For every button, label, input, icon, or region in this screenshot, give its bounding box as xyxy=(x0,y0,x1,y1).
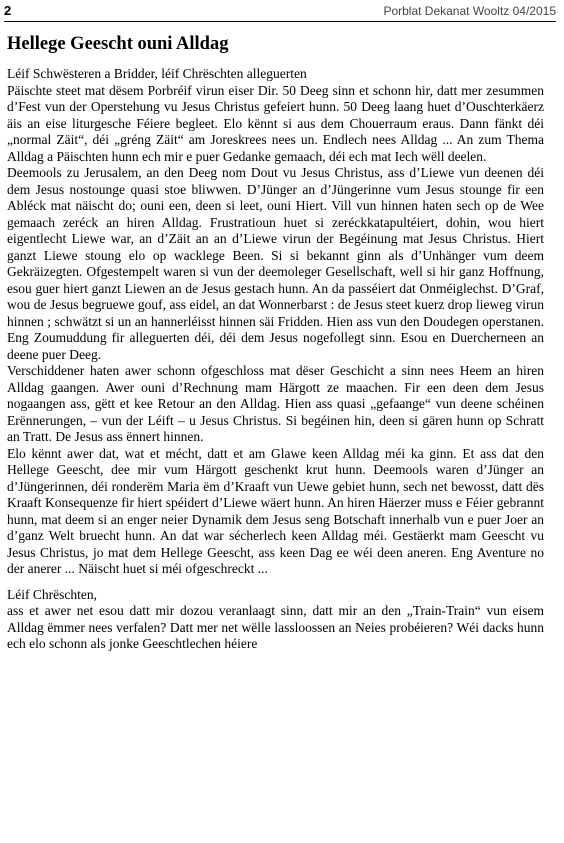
running-head: Porblat Dekanat Wooltz 04/2015 xyxy=(383,4,556,18)
closing-paragraph: ass et awer net esou datt mir dozou veranlaagt sinn, datt mir an den „Train-Train“ vun eisem Alldag ëmmer nees verfalen? Datt mer net wëlle lassloossen an Neies probéieren? Wéi dacks hunn ech elo schonn als jonke Geeschtlechen héiere xyxy=(7,603,544,651)
salutation: Léif Schwësteren a Bridder, léif Chrëschten alleguerten xyxy=(7,66,307,81)
closing-salutation: Léif Chrëschten, xyxy=(7,586,97,602)
page-header xyxy=(4,3,556,22)
paragraph: Elo kënnt awer dat, wat et mécht, datt et am Glawe keen Alldag méi ka ginn. Et ass dat den Hellege Geescht, dee mir vum Härgott geschenkt krut hunn. Deemools waren d’Jünger an d’Jüngerinnen, déi ronderëm Maria ëm d’Kraaft vun Uewe gebiet hunn, sech net bewosst, datt dës Kraaft Konsequenze fir hiert spéidert d’Liewe wäert hunn. An hiren Häerzer muss e Féier gebrannt hunn, mat deem si an enger neier Dynamik dem Jesus seng Botschaft innerhalb vun e puer Joer an d’ganz Welt bruecht hunn. An dat war sécherlech keen Alldag méi. Gestäerkt mam Geescht vu Jesus Christus, jo mat dem Hellege Geescht, ass keen Dag ee wéi deen aneren. Eng Aventure no der anerer ... Näischt huet si méi ofgeschreckt ... xyxy=(7,445,544,576)
paragraph: Deemools zu Jerusalem, an den Deeg nom Dout vu Jesus Christus, ass d’Liewe vun deenen déi dem Jesus nostounge quasi stoe bliwwen. D’Jünger an d’Jüngerinne vum Jesus stounge fir een Abléck mat näischt do; ouni een, deen si leet, ouni Hiert. Vill vun hinnen haten sech op de Wee gemaach zeréck an hiren Alldag. Frustratioun huet si zeréckkatapultéiert, dohin, wou hiert eigentlecht Liewe war, an d’Zäit an an d’Liewe virun der Begéinung mat Jesus Christus. Hiert ganzt Liewe stoung elo op wacklege Been. Si si bekannt ginn als d’Unhänger vum deem Gekräizegten. Ofgestempelt waren si vun der deemoleger Gesellschaft, well si hir ganz Hoffnung, esou guer hiert ganzt Liewen an de Jesus gestach hunn. An da passéiert dat Onméiglechst. D’Graf, wou de Jesus begruewe gouf, ass eidel, an dat Wonnerbarst : de Jesus steet kuerz drop lieweg virun hinnen ; schwätzt si un an hannerléisst hinnen säi Fridden. Hien ass vun den Doudegen operstanen. Eng Zoumuddung fir alleguerten déi, déi dem Jesus nogefollegt sinn. Esou en Duercherneen an deene puer Deeg. xyxy=(7,165,544,362)
paragraph: Verschiddener haten awer schonn ofgeschloss mat dëser Geschicht a sinn nees Heem an hiren Alldag gaangen. Awer ouni d’Rechnung mam Härgott ze maachen. Fir een deen dem Jesus nogaangen ass, gëtt et kee Retour an den Alldag. Hien ass quasi „gefaange“ vun deene schéinen Erënnerungen, – vun der Léift – u Jesus Christus. Si begéinen hin, deen si gären hunn op Schratt an Tratt. De Jesus ass ënnert hinnen. xyxy=(7,363,544,444)
page-number: 2 xyxy=(4,3,12,18)
article-title: Hellege Geescht ouni Alldag xyxy=(7,34,229,54)
paragraph: Päischte steet mat dësem Porbréif virun eiser Dir. 50 Deeg sinn et schonn hir, datt mer zesummen d’Fest vun der Operstehung vu Jesus Christus gefeiert hunn. 50 Deeg laang huet d’Ouschterkäerz äis an eise liturgesche Féiere begleet. Elo kënnt si aus dem Chouerraum eraus. Dann fänkt déi „normal Zäit“, déi „gréng Zäit“ am Joreskrees nees un. Endlech nees Alldag ... An zum Thema Alldag a Päischten hunn ech mir e puer Gedanke gemaach, déi ech mat Iech wëll deelen. xyxy=(7,82,544,164)
article-body xyxy=(7,66,544,653)
